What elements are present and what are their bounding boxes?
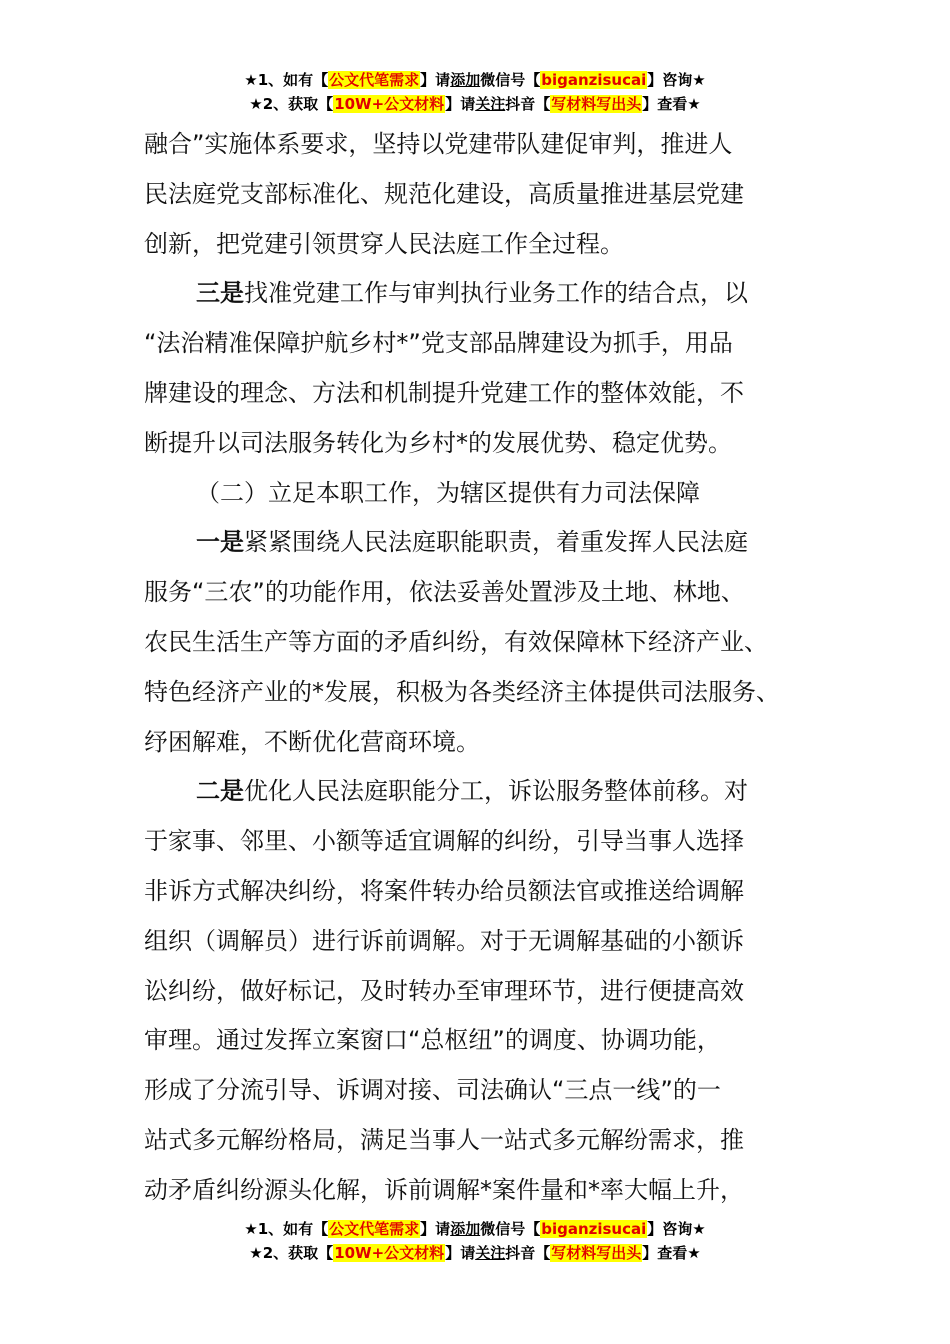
promo-text: 】请 xyxy=(420,71,451,89)
paragraph-5-first-line xyxy=(144,767,814,817)
promo-underlined: 关注 xyxy=(475,95,506,113)
promo-text: 】请 xyxy=(445,1244,476,1262)
promo-text: 抖音【 xyxy=(505,95,551,113)
promo-line-1 xyxy=(0,68,950,92)
promo-text: ★1、如有【 xyxy=(244,71,329,89)
promo-text: 微信号【 xyxy=(480,71,541,89)
text-run: 优化人民法庭职能分工，诉讼服务整体前移。对 xyxy=(244,777,748,806)
promo-text: ★2、获取【 xyxy=(249,95,334,113)
text-line: 服务“三农”的功能作用，依法妥善处置涉及土地、林地、 xyxy=(144,578,745,607)
promo-highlight: 写材料写出头 xyxy=(551,1244,642,1262)
promo-text: 】请 xyxy=(420,1220,451,1238)
text-line: 牌建设的理念、方法和机制提升党建工作的整体效能，不 xyxy=(144,378,744,407)
promo-highlight: biganzisucai xyxy=(541,71,647,89)
text-line: 讼纠纷，做好标记，及时转办至审理环节，进行便捷高效 xyxy=(144,976,744,1005)
text-line: 创新，把党建引领贯穿人民法庭工作全过程。 xyxy=(144,229,624,258)
paragraph-3-first-line xyxy=(144,269,814,319)
text-run: 找准党建工作与审判执行业务工作的结合点，以 xyxy=(244,279,748,308)
paragraph-lead: 二是 xyxy=(196,777,244,806)
document-body xyxy=(144,120,814,1216)
promo-text: 】咨询★ xyxy=(647,1220,706,1238)
top-promo-banner xyxy=(0,68,950,116)
promo-text: 】请 xyxy=(445,95,476,113)
text-line: 断提升以司法服务转化为乡村*的发展优势、稳定优势。 xyxy=(144,428,732,457)
text-line: 站式多元解纷格局，满足当事人一站式多元解纷需求，推 xyxy=(144,1125,744,1154)
text-line: 民法庭党支部标准化、规范化建设，高质量推进基层党建 xyxy=(144,179,744,208)
text-line: 非诉方式解决纠纷，将案件转办给员额法官或推送给调解 xyxy=(144,876,744,905)
promo-text: ★2、获取【 xyxy=(249,1244,334,1262)
paragraph-4-first-line xyxy=(144,518,814,568)
promo-text: 微信号【 xyxy=(480,1220,541,1238)
text-run: 紧紧围绕人民法庭职能职责，着重发挥人民法庭 xyxy=(244,528,748,557)
promo-highlight: biganzisucai xyxy=(541,1220,647,1238)
promo-text: 抖音【 xyxy=(505,1244,551,1262)
text-line: 融合”实施体系要求，坚持以党建带队建促审判，推进人 xyxy=(144,130,733,158)
promo-line-2 xyxy=(0,92,950,116)
text-line: 农民生活生产等方面的矛盾纠纷，有效保障林下经济产业、 xyxy=(144,627,768,656)
text-line: 纾困解难，不断优化营商环境。 xyxy=(144,727,480,756)
promo-highlight: 公文代笔需求 xyxy=(329,1220,420,1238)
promo-line-1 xyxy=(0,1217,950,1241)
text-line: 特色经济产业的*发展，积极为各类经济主体提供司法服务、 xyxy=(144,677,780,706)
promo-text: 】咨询★ xyxy=(647,71,706,89)
bottom-promo-banner xyxy=(0,1217,950,1265)
section-heading: （二）立足本职工作，为辖区提供有力司法保障 xyxy=(196,478,700,507)
promo-text: ★1、如有【 xyxy=(244,1220,329,1238)
paragraph-lead: 一是 xyxy=(196,528,244,557)
promo-highlight: 公文代笔需求 xyxy=(329,71,420,89)
promo-underlined: 关注 xyxy=(475,1244,506,1262)
paragraph-lead: 三是 xyxy=(196,279,244,308)
promo-highlight: 10W+公文材料 xyxy=(334,95,445,113)
text-line: 动矛盾纠纷源头化解，诉前调解*案件量和*率大幅上升， xyxy=(144,1175,744,1204)
text-line: 形成了分流引导、诉调对接、司法确认“三点一线”的一 xyxy=(144,1076,721,1105)
promo-text: 】查看★ xyxy=(642,95,701,113)
text-line: 审理。通过发挥立案窗口“总枢纽”的调度、协调功能， xyxy=(144,1026,721,1055)
text-line: “法治精准保障护航乡村*”党支部品牌建设为抓手，用品 xyxy=(144,329,733,358)
text-line: 组织（调解员）进行诉前调解。对于无调解基础的小额诉 xyxy=(144,926,744,955)
promo-line-2 xyxy=(0,1241,950,1265)
promo-highlight: 写材料写出头 xyxy=(551,95,642,113)
promo-underlined: 添加 xyxy=(450,71,481,89)
promo-text: 】查看★ xyxy=(642,1244,701,1262)
promo-underlined: 添加 xyxy=(450,1220,481,1238)
text-line: 于家事、邻里、小额等适宜调解的纠纷，引导当事人选择 xyxy=(144,827,744,856)
promo-highlight: 10W+公文材料 xyxy=(334,1244,445,1262)
